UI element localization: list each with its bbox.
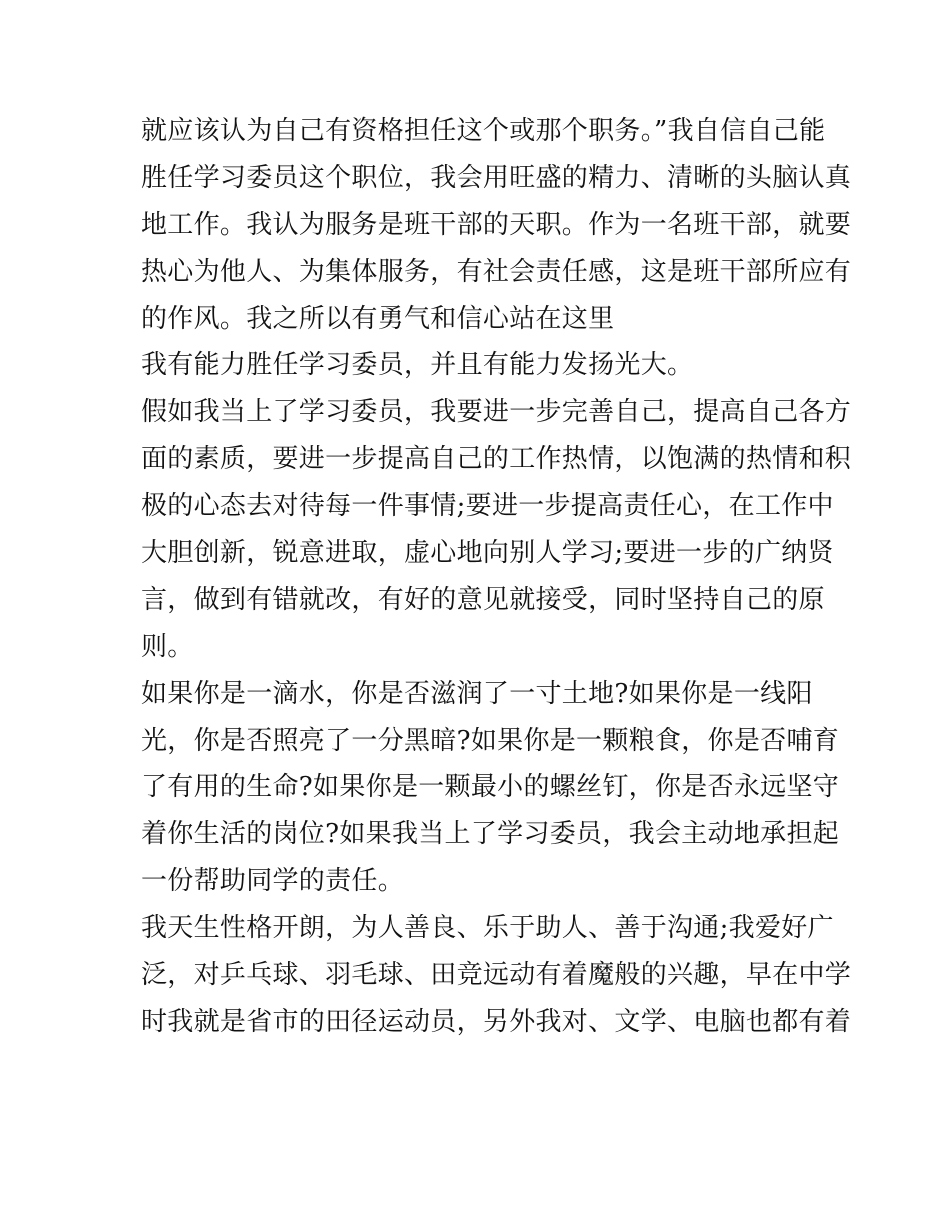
text-line: 了有用的生命?如果你是一颗最小的螺丝钉，你是否永远坚守	[141, 772, 840, 803]
text-line: 我有能力胜任学习委员，并且有能力发扬光大。	[141, 350, 694, 381]
text-line: 假如我当上了学习委员，我要进一步完善自己，提高自己各方	[141, 397, 852, 428]
text-line: 我天生性格开朗，为人善良、乐于助人、善于沟通;我爱好广	[141, 913, 834, 944]
text-line: 面的素质，要进一步提高自己的工作热情，以饱满的热情和积	[141, 444, 852, 475]
text-line: 泛，对乒乓球、羽毛球、田竞远动有着魔般的兴趣，早在中学	[141, 960, 852, 991]
text-line: 的作风。我之所以有勇气和信心站在这里	[141, 303, 615, 334]
text-line: 时我就是省市的田径运动员，另外我对、文学、电脑也都有着	[141, 1006, 852, 1037]
text-line: 大胆创新，锐意进取，虚心地向别人学习;要进一步的广纳贤	[141, 538, 834, 569]
text-line: 着你生活的岗位?如果我当上了学习委员，我会主动地承担起	[141, 819, 840, 850]
text-line: 如果你是一滴水，你是否滋润了一寸土地?如果你是一线阳	[141, 678, 813, 709]
text-line: 言，做到有错就改，有好的意见就接受，同时坚持自己的原	[141, 584, 825, 615]
text-line: 极的心态去对待每一件事情;要进一步提高责任心，在工作中	[141, 491, 834, 522]
text-line: 热心为他人、为集体服务，有社会责任感，这是班干部所应有	[141, 256, 852, 287]
document-body	[141, 108, 852, 1046]
text-line: 胜任学习委员这个职位，我会用旺盛的精力、清晰的头脑认真	[141, 162, 852, 193]
text-line: 就应该认为自己有资格担任这个或那个职务。”我自信自己能	[141, 116, 826, 146]
text-line: 地工作。我认为服务是班干部的天职。作为一名班干部，就要	[141, 209, 852, 240]
text-line: 一份帮助同学的责任。	[141, 866, 405, 897]
text-line: 则。	[141, 631, 194, 662]
text-line: 光，你是否照亮了一分黑暗?如果你是一颗粮食，你是否哺育	[141, 725, 840, 756]
